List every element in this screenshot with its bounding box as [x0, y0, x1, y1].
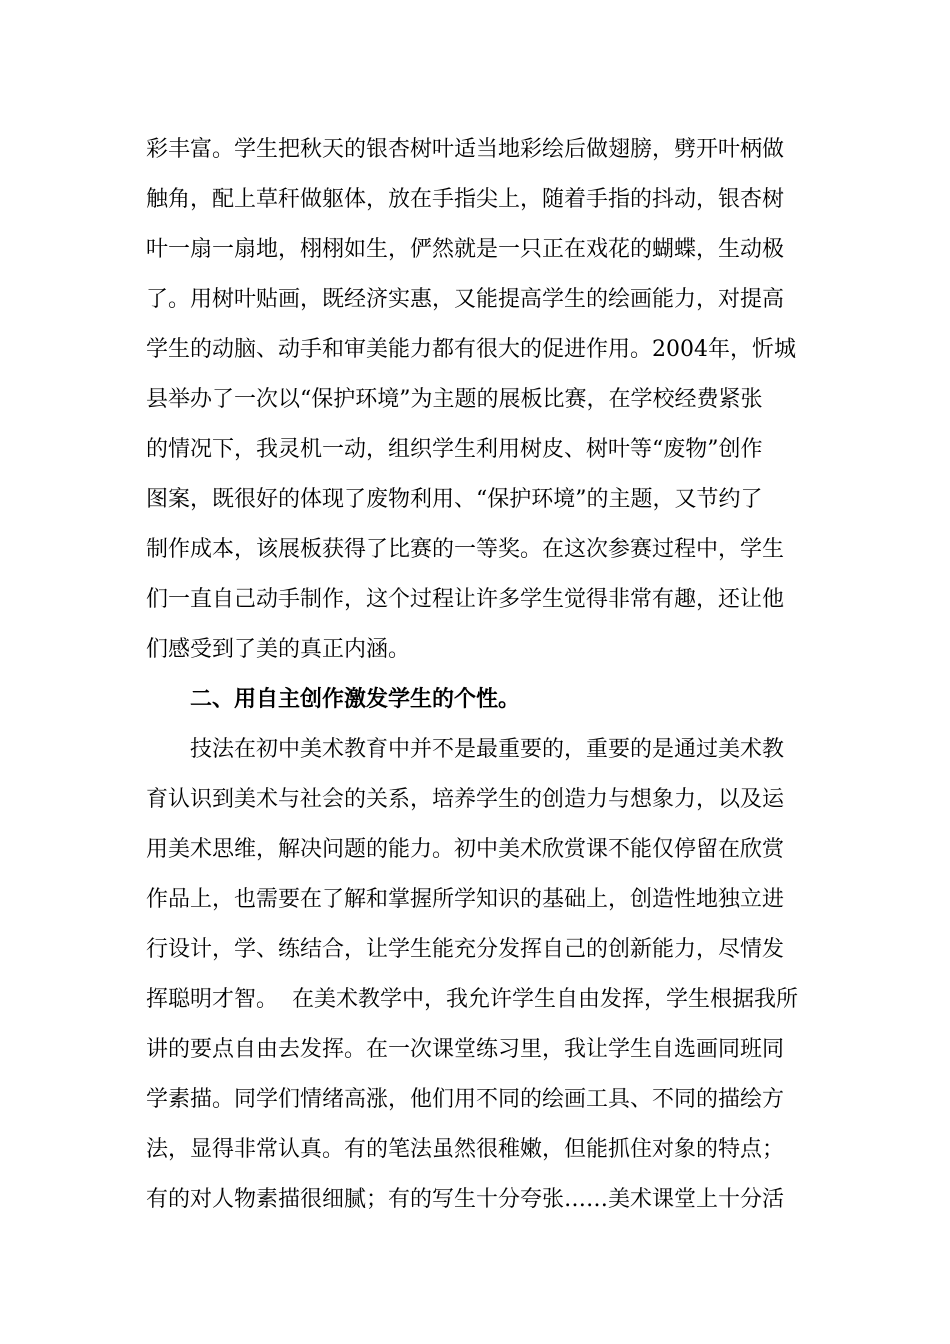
text-line: 用美术思维，解决问题的能力。初中美术欣赏课不能仅停留在欣赏 — [146, 837, 785, 862]
text-line: 有的对人物素描很细腻；有的写生十分夸张……美术课堂上十分活 — [146, 1187, 785, 1212]
text-line: 触角，配上草秆做躯体，放在手指尖上，随着手指的抖动，银杏树 — [146, 187, 785, 212]
text-line: 县举办了一次以“保护环境”为主题的展板比赛，在学校经费紧张 — [146, 387, 763, 412]
text-line: 挥聪明才智。 在美术教学中，我允许学生自由发挥，学生根据我所 — [146, 987, 798, 1012]
text-line: 讲的要点自由去发挥。在一次课堂练习里，我让学生自选画同班同 — [146, 1037, 785, 1062]
text-line: 学生的动脑、动手和审美能力都有很大的促进作用。2004年，忻城 — [146, 337, 796, 362]
text-line: 作品上，也需要在了解和掌握所学知识的基础上，创造性地独立进 — [146, 887, 785, 912]
text-line: 图案，既很好的体现了废物利用、“保护环境”的主题，又节约了 — [146, 487, 763, 512]
text-line: 们感受到了美的真正内涵。 — [146, 637, 411, 662]
text-line: 制作成本，该展板获得了比赛的一等奖。在这次参赛过程中，学生 — [146, 537, 785, 562]
text-line: 法，显得非常认真。有的笔法虽然很稚嫩，但能抓住对象的特点； — [146, 1137, 785, 1162]
text-line: 行设计，学、练结合，让学生能充分发挥自己的创新能力，尽情发 — [146, 937, 785, 962]
text-line: 了。用树叶贴画，既经济实惠，又能提高学生的绘画能力，对提高 — [146, 287, 785, 312]
text-line: 叶一扇一扇地，栩栩如生，俨然就是一只正在戏花的蝴蝶，生动极 — [146, 237, 785, 262]
text-line: 学素描。同学们情绪高涨，他们用不同的绘画工具、不同的描绘方 — [146, 1087, 785, 1112]
section-heading: 二、用自主创作激发学生的个性。 — [190, 687, 521, 712]
text-line: 彩丰富。学生把秋天的银杏树叶适当地彩绘后做翅膀，劈开叶柄做 — [146, 137, 785, 162]
text-line: 育认识到美术与社会的关系，培养学生的创造力与想象力，以及运 — [146, 787, 785, 812]
text-line: 们一直自己动手制作，这个过程让许多学生觉得非常有趣，还让他 — [146, 587, 785, 612]
text-line: 的情况下，我灵机一动，组织学生利用树皮、树叶等“废物”创作 — [146, 437, 763, 462]
text-line: 技法在初中美术教育中并不是最重要的，重要的是通过美术教 — [190, 737, 785, 762]
